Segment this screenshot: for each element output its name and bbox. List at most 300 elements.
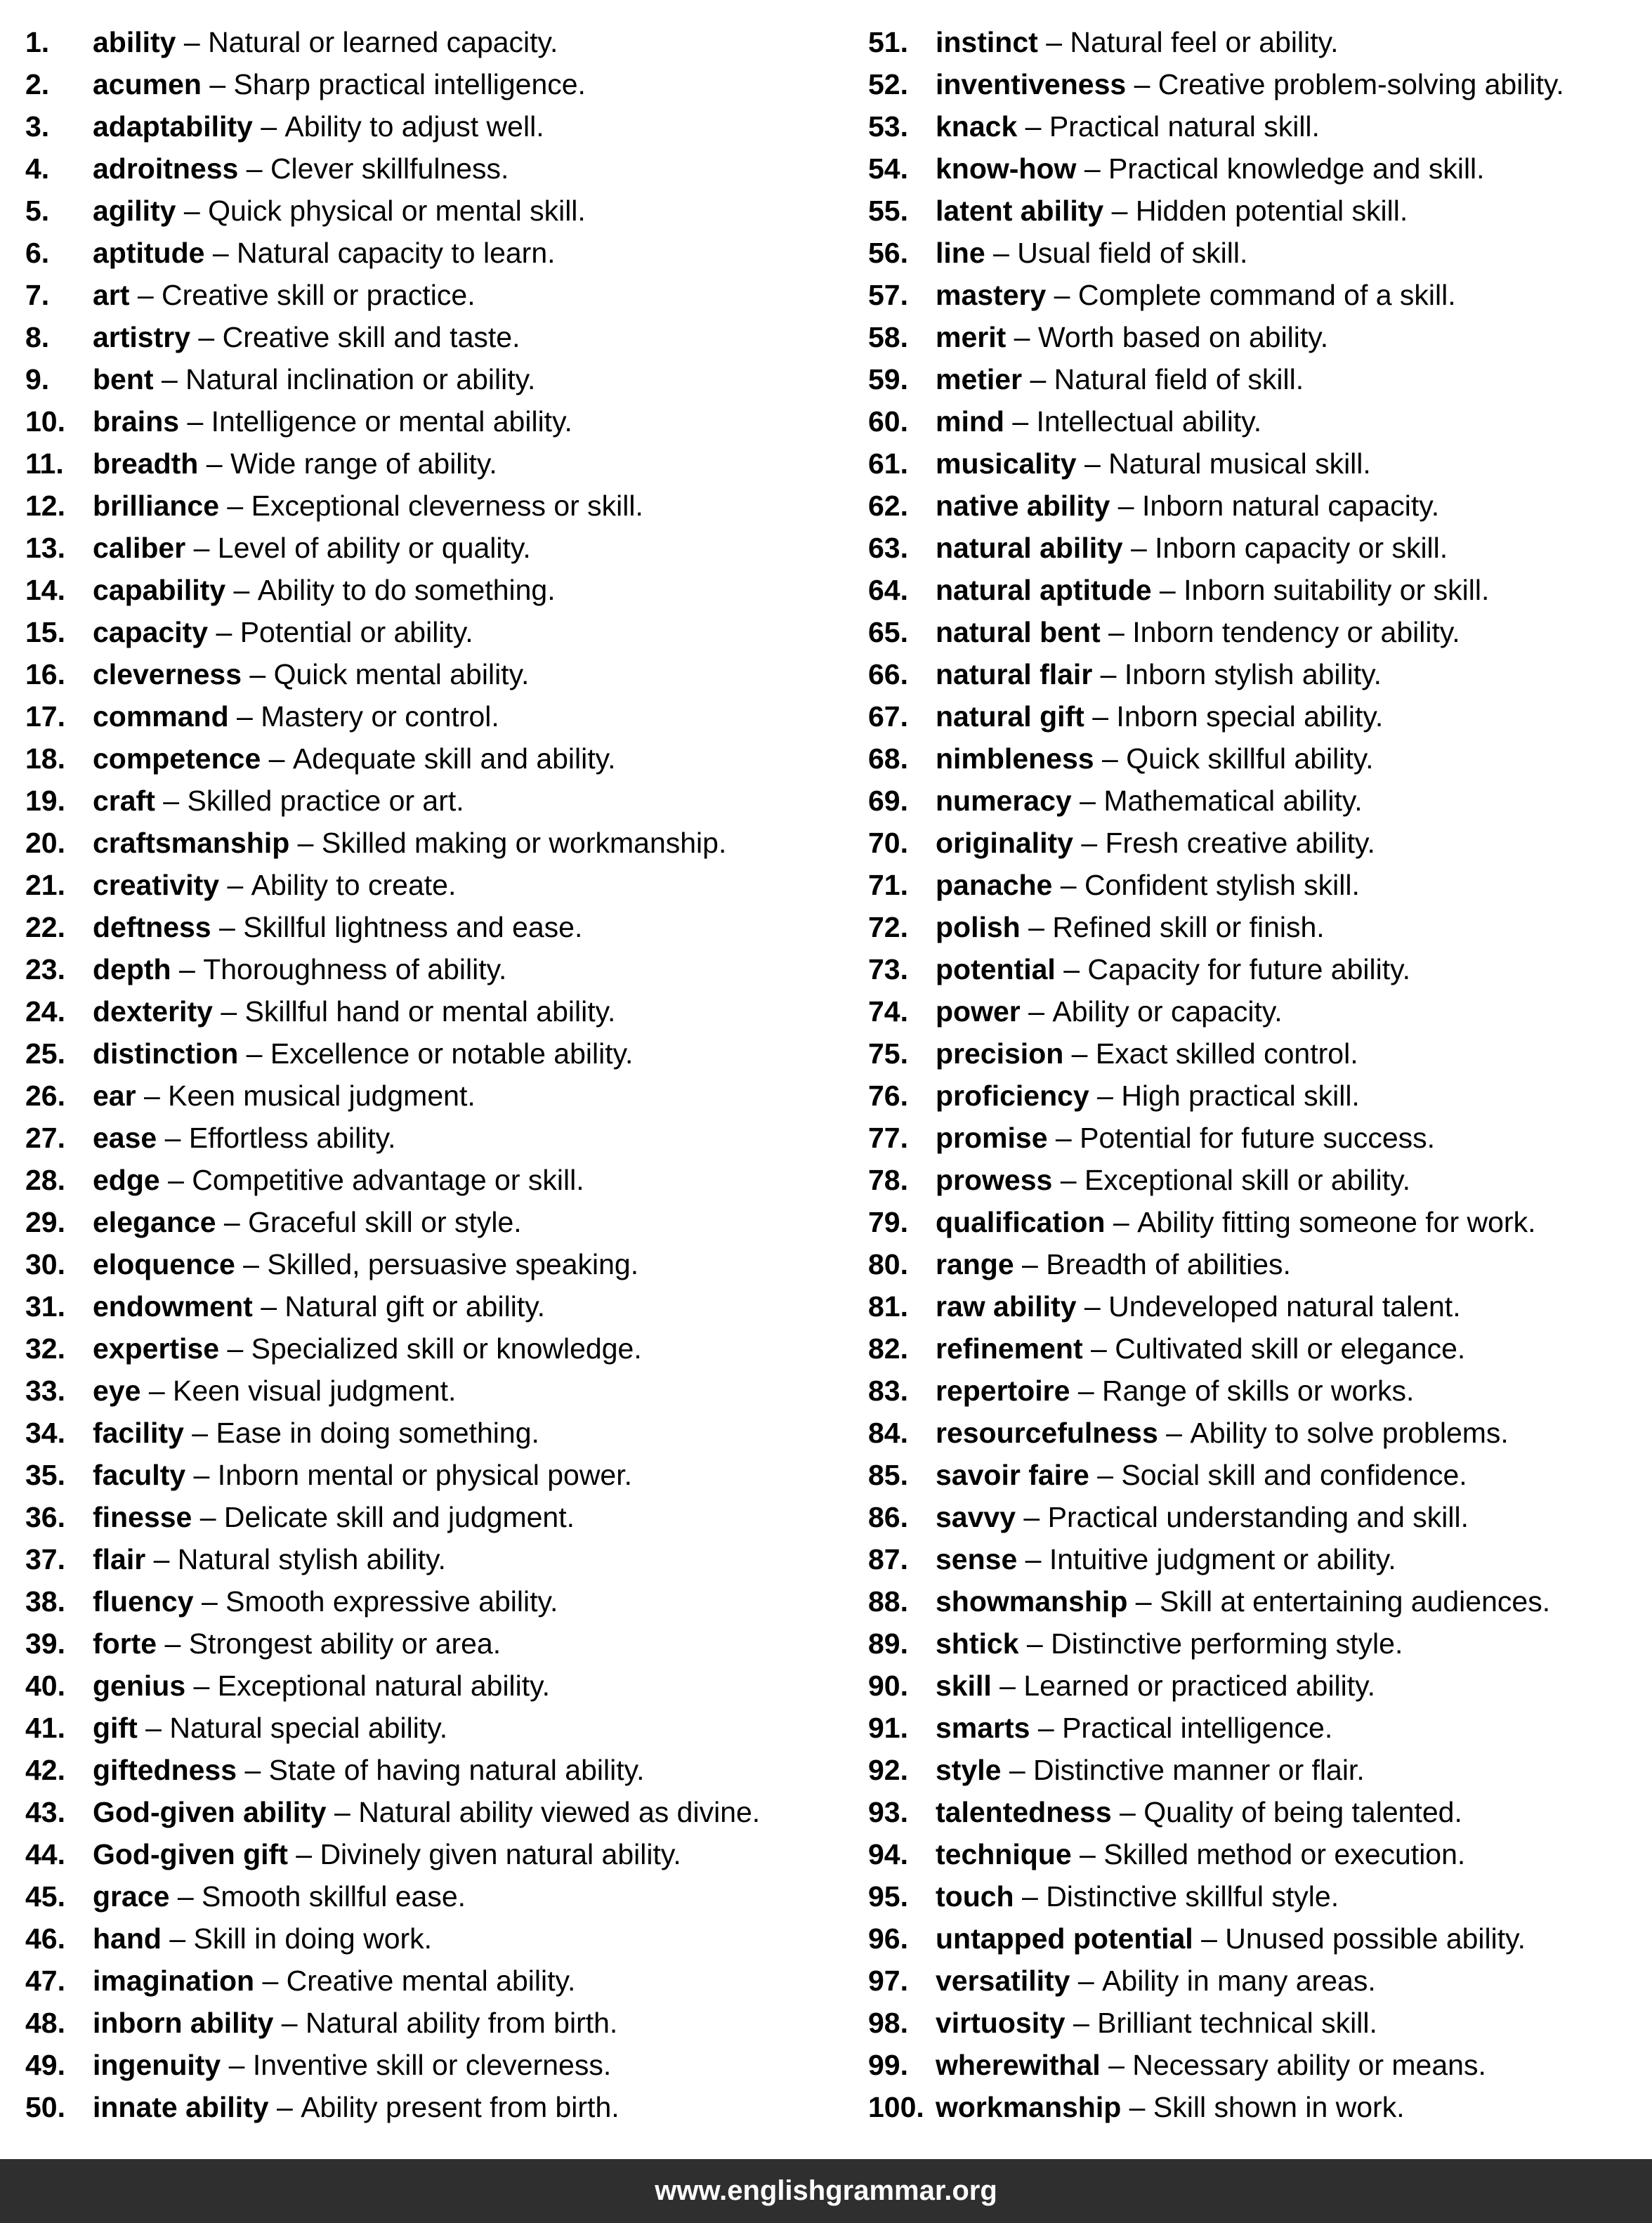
list-item bbox=[868, 2002, 1648, 2044]
item-definition: Effortless ability. bbox=[188, 1122, 396, 1154]
item-number: 18. bbox=[25, 742, 65, 775]
item-number: 28. bbox=[25, 1164, 65, 1196]
item-term: virtuosity bbox=[936, 2007, 1066, 2039]
item-number: 33. bbox=[25, 1375, 65, 1407]
item-definition: Cultivated skill or elegance. bbox=[1115, 1332, 1466, 1365]
item-separator: – bbox=[1122, 532, 1155, 564]
list-item bbox=[868, 1875, 1648, 1917]
item-term: shtick bbox=[936, 1627, 1019, 1660]
item-separator: – bbox=[1014, 1248, 1047, 1280]
item-number: 26. bbox=[25, 1080, 65, 1112]
item-separator: – bbox=[225, 574, 258, 606]
item-number: 19. bbox=[25, 785, 65, 817]
item-separator: – bbox=[212, 995, 245, 1028]
item-term: raw ability bbox=[936, 1290, 1077, 1323]
item-number: 51. bbox=[868, 26, 908, 58]
item-number: 85. bbox=[868, 1459, 908, 1491]
item-term: ease bbox=[93, 1122, 157, 1154]
item-separator: – bbox=[183, 1417, 216, 1449]
list-item bbox=[868, 1412, 1648, 1454]
item-term: latent ability bbox=[936, 195, 1104, 227]
item-term: inborn ability bbox=[93, 2007, 274, 2039]
list-item bbox=[25, 695, 854, 737]
item-number: 10. bbox=[25, 405, 65, 438]
list-item bbox=[25, 1201, 854, 1243]
item-definition: Mathematical ability. bbox=[1103, 785, 1363, 817]
list-item bbox=[25, 358, 854, 400]
item-separator: – bbox=[219, 869, 251, 901]
list-item bbox=[868, 1707, 1648, 1749]
list-item bbox=[25, 1580, 854, 1622]
item-separator: – bbox=[1151, 574, 1184, 606]
item-separator: – bbox=[289, 827, 322, 859]
item-term: panache bbox=[936, 869, 1053, 901]
item-separator: – bbox=[185, 1459, 218, 1491]
item-term: cleverness bbox=[93, 658, 242, 690]
item-separator: – bbox=[1004, 405, 1037, 438]
item-separator: – bbox=[287, 1838, 320, 1870]
item-definition: Range of skills or works. bbox=[1102, 1375, 1415, 1407]
item-term: natural aptitude bbox=[936, 574, 1152, 606]
item-definition: Creative mental ability. bbox=[286, 1965, 576, 1997]
item-term: artistry bbox=[93, 321, 191, 353]
item-definition: Keen musical judgment. bbox=[168, 1080, 476, 1112]
item-definition: Intuitive judgment or ability. bbox=[1049, 1543, 1396, 1575]
item-number: 20. bbox=[25, 827, 65, 859]
list-item bbox=[868, 1159, 1648, 1201]
item-number: 70. bbox=[868, 827, 908, 859]
item-term: resourcefulness bbox=[936, 1417, 1158, 1449]
item-number: 16. bbox=[25, 658, 65, 690]
item-term: savvy bbox=[936, 1501, 1016, 1533]
item-definition: Skill shown in work. bbox=[1153, 2091, 1405, 2123]
item-definition: Practical knowledge and skill. bbox=[1108, 152, 1485, 185]
item-definition: Quality of being talented. bbox=[1143, 1796, 1462, 1828]
item-definition: Creative skill or practice. bbox=[162, 279, 476, 311]
item-definition: Unused possible ability. bbox=[1225, 1922, 1526, 1955]
item-separator: – bbox=[1030, 1712, 1063, 1744]
list-item bbox=[25, 1875, 854, 1917]
list-item bbox=[868, 737, 1648, 780]
item-definition: Capacity for future ability. bbox=[1087, 953, 1410, 985]
list-item bbox=[868, 1580, 1648, 1622]
item-number: 45. bbox=[25, 1880, 65, 1913]
item-separator: – bbox=[252, 1290, 285, 1323]
item-definition: Inborn mental or physical power. bbox=[217, 1459, 633, 1491]
list-item bbox=[868, 1201, 1648, 1243]
item-separator: – bbox=[1110, 490, 1142, 522]
list-item bbox=[25, 1538, 854, 1580]
item-number: 61. bbox=[868, 447, 908, 480]
item-number: 48. bbox=[25, 2007, 65, 2039]
item-number: 44. bbox=[25, 1838, 65, 1870]
item-definition: Potential for future success. bbox=[1080, 1122, 1436, 1154]
item-number: 93. bbox=[868, 1796, 908, 1828]
item-definition: Distinctive skillful style. bbox=[1046, 1880, 1339, 1913]
item-number: 49. bbox=[25, 2049, 65, 2081]
item-separator: – bbox=[261, 742, 293, 775]
item-separator: – bbox=[1014, 1880, 1047, 1913]
list-item bbox=[868, 1032, 1648, 1075]
item-term: power bbox=[936, 995, 1021, 1028]
item-number: 47. bbox=[25, 1965, 65, 1997]
item-number: 90. bbox=[868, 1670, 908, 1702]
item-number: 35. bbox=[25, 1459, 65, 1491]
item-separator: – bbox=[242, 658, 274, 690]
item-term: endowment bbox=[93, 1290, 253, 1323]
item-separator: – bbox=[252, 110, 285, 143]
list-item bbox=[25, 1496, 854, 1538]
list-item bbox=[25, 274, 854, 316]
item-term: command bbox=[93, 700, 229, 733]
item-term: brains bbox=[93, 405, 180, 438]
item-separator: – bbox=[1070, 1375, 1103, 1407]
item-term: refinement bbox=[936, 1332, 1083, 1365]
list-item bbox=[868, 695, 1648, 737]
item-term: prowess bbox=[936, 1164, 1053, 1196]
item-separator: – bbox=[1076, 152, 1109, 185]
item-term: metier bbox=[936, 363, 1023, 395]
list-item bbox=[25, 1032, 854, 1075]
item-definition: Ease in doing something. bbox=[216, 1417, 539, 1449]
list-item bbox=[25, 1665, 854, 1707]
item-separator: – bbox=[176, 195, 209, 227]
item-number: 23. bbox=[25, 953, 65, 985]
item-separator: – bbox=[237, 1754, 269, 1786]
item-term: repertoire bbox=[936, 1375, 1070, 1407]
item-separator: – bbox=[1063, 1037, 1096, 1070]
item-separator: – bbox=[1105, 1206, 1138, 1238]
list-item bbox=[25, 63, 854, 105]
item-definition: Breadth of abilities. bbox=[1046, 1248, 1291, 1280]
item-definition: Necessary ability or means. bbox=[1132, 2049, 1486, 2081]
item-separator: – bbox=[1076, 1290, 1109, 1323]
item-term: instinct bbox=[936, 26, 1038, 58]
footer-bar bbox=[0, 2159, 1652, 2223]
item-term: agility bbox=[93, 195, 176, 227]
item-term: natural bent bbox=[936, 616, 1101, 648]
list-item bbox=[25, 2002, 854, 2044]
item-number: 82. bbox=[868, 1332, 908, 1365]
item-definition: Inborn capacity or skill. bbox=[1155, 532, 1448, 564]
item-separator: – bbox=[185, 532, 218, 564]
item-term: smarts bbox=[936, 1712, 1030, 1744]
item-term: forte bbox=[93, 1627, 157, 1660]
list-item bbox=[25, 1833, 854, 1875]
item-definition: Natural special ability. bbox=[169, 1712, 448, 1744]
item-term: finesse bbox=[93, 1501, 192, 1533]
list-item bbox=[868, 906, 1648, 948]
item-definition: State of having natural ability. bbox=[268, 1754, 645, 1786]
item-number: 7. bbox=[25, 279, 50, 311]
item-definition: Quick skillful ability. bbox=[1126, 742, 1374, 775]
list-item bbox=[868, 485, 1648, 527]
item-definition: Ability to create. bbox=[251, 869, 457, 901]
item-number: 79. bbox=[868, 1206, 908, 1238]
item-number: 77. bbox=[868, 1122, 908, 1154]
item-term: adroitness bbox=[93, 152, 239, 185]
item-term: natural ability bbox=[936, 532, 1123, 564]
item-definition: Level of ability or quality. bbox=[217, 532, 531, 564]
list-item bbox=[868, 1791, 1648, 1833]
item-definition: Worth based on ability. bbox=[1037, 321, 1329, 353]
item-definition: Inventive skill or cleverness. bbox=[252, 2049, 612, 2081]
item-term: craftsmanship bbox=[93, 827, 290, 859]
item-term: technique bbox=[936, 1838, 1072, 1870]
item-term: ability bbox=[93, 26, 176, 58]
item-separator: – bbox=[137, 1712, 170, 1744]
item-term: brilliance bbox=[93, 490, 220, 522]
item-separator: – bbox=[1089, 1459, 1122, 1491]
item-number: 22. bbox=[25, 911, 65, 943]
list-item bbox=[25, 653, 854, 695]
item-term: proficiency bbox=[936, 1080, 1089, 1112]
item-number: 72. bbox=[868, 911, 908, 943]
item-number: 92. bbox=[868, 1754, 908, 1786]
item-separator: – bbox=[1071, 1838, 1104, 1870]
list-item bbox=[868, 1749, 1648, 1791]
item-definition: Natural or learned capacity. bbox=[208, 26, 558, 58]
item-separator: – bbox=[991, 1670, 1024, 1702]
item-definition: Ability to solve problems. bbox=[1190, 1417, 1509, 1449]
item-separator: – bbox=[198, 447, 230, 480]
item-number: 34. bbox=[25, 1417, 65, 1449]
item-number: 89. bbox=[868, 1627, 908, 1660]
list-item bbox=[868, 2044, 1648, 2086]
item-definition: Hidden potential skill. bbox=[1135, 195, 1408, 227]
list-item bbox=[25, 822, 854, 864]
item-separator: – bbox=[193, 1585, 226, 1618]
item-definition: Exceptional natural ability. bbox=[217, 1670, 551, 1702]
item-term: God-given gift bbox=[93, 1838, 288, 1870]
item-number: 78. bbox=[868, 1164, 908, 1196]
item-definition: Natural field of skill. bbox=[1054, 363, 1304, 395]
item-number: 5. bbox=[25, 195, 50, 227]
item-number: 80. bbox=[868, 1248, 908, 1280]
list-item bbox=[868, 1496, 1648, 1538]
item-term: craft bbox=[93, 785, 155, 817]
item-number: 27. bbox=[25, 1122, 65, 1154]
list-item bbox=[868, 1075, 1648, 1117]
item-number: 29. bbox=[25, 1206, 65, 1238]
item-definition: Refined skill or finish. bbox=[1052, 911, 1325, 943]
item-number: 46. bbox=[25, 1922, 65, 1955]
item-term: natural gift bbox=[936, 700, 1084, 733]
item-term: elegance bbox=[93, 1206, 216, 1238]
item-term: grace bbox=[93, 1880, 170, 1913]
item-number: 42. bbox=[25, 1754, 65, 1786]
item-definition: Natural stylish ability. bbox=[177, 1543, 446, 1575]
item-term: line bbox=[936, 237, 985, 269]
item-separator: – bbox=[1022, 363, 1054, 395]
list-item bbox=[868, 569, 1648, 611]
item-term: sense bbox=[936, 1543, 1018, 1575]
item-number: 36. bbox=[25, 1501, 65, 1533]
item-number: 32. bbox=[25, 1332, 65, 1365]
item-separator: – bbox=[140, 1375, 173, 1407]
item-separator: – bbox=[219, 1332, 251, 1365]
list-item bbox=[868, 780, 1648, 822]
item-definition: Ability present from birth. bbox=[301, 2091, 620, 2123]
item-number: 95. bbox=[868, 1880, 908, 1913]
item-separator: – bbox=[228, 700, 261, 733]
item-definition: Natural musical skill. bbox=[1108, 447, 1371, 480]
item-term: mind bbox=[936, 405, 1004, 438]
item-definition: Natural gift or ability. bbox=[284, 1290, 546, 1323]
list-item bbox=[868, 1622, 1648, 1665]
item-term: promise bbox=[936, 1122, 1048, 1154]
list-item bbox=[868, 442, 1648, 485]
list-item bbox=[25, 442, 854, 485]
item-definition: Brilliant technical skill. bbox=[1097, 2007, 1377, 2039]
item-separator: – bbox=[1100, 616, 1133, 648]
item-number: 63. bbox=[868, 532, 908, 564]
item-separator: – bbox=[1070, 1965, 1103, 1997]
item-number: 96. bbox=[868, 1922, 908, 1955]
item-number: 25. bbox=[25, 1037, 65, 1070]
item-definition: Thoroughness of ability. bbox=[203, 953, 507, 985]
list-item bbox=[25, 485, 854, 527]
item-term: workmanship bbox=[936, 2091, 1122, 2123]
item-number: 71. bbox=[868, 869, 908, 901]
item-term: giftedness bbox=[93, 1754, 237, 1786]
item-number: 55. bbox=[868, 195, 908, 227]
item-number: 41. bbox=[25, 1712, 65, 1744]
item-term: touch bbox=[936, 1880, 1014, 1913]
list-item bbox=[25, 948, 854, 990]
list-item bbox=[25, 1285, 854, 1327]
item-number: 74. bbox=[868, 995, 908, 1028]
item-number: 62. bbox=[868, 490, 908, 522]
item-number: 86. bbox=[868, 1501, 908, 1533]
item-definition: Quick mental ability. bbox=[273, 658, 530, 690]
item-definition: Keen visual judgment. bbox=[173, 1375, 457, 1407]
item-separator: – bbox=[208, 616, 240, 648]
list-item bbox=[868, 527, 1648, 569]
item-separator: – bbox=[1127, 1585, 1160, 1618]
item-term: mastery bbox=[936, 279, 1047, 311]
item-number: 100. bbox=[868, 2091, 924, 2123]
item-term: eye bbox=[93, 1375, 141, 1407]
list-item bbox=[25, 105, 854, 147]
item-separator: – bbox=[1020, 911, 1053, 943]
item-number: 76. bbox=[868, 1080, 908, 1112]
item-number: 98. bbox=[868, 2007, 908, 2039]
list-item bbox=[868, 358, 1648, 400]
item-definition: Complete command of a skill. bbox=[1077, 279, 1456, 311]
list-item bbox=[868, 190, 1648, 232]
item-separator: – bbox=[169, 1880, 202, 1913]
item-term: competence bbox=[93, 742, 261, 775]
item-definition: Distinctive performing style. bbox=[1051, 1627, 1403, 1660]
item-number: 39. bbox=[25, 1627, 65, 1660]
list-item bbox=[25, 400, 854, 442]
item-number: 94. bbox=[868, 1838, 908, 1870]
item-definition: Divinely given natural ability. bbox=[320, 1838, 681, 1870]
item-number: 73. bbox=[868, 953, 908, 985]
item-term: ear bbox=[93, 1080, 136, 1112]
item-separator: – bbox=[161, 1922, 194, 1955]
item-definition: Ability to do something. bbox=[257, 574, 556, 606]
item-number: 68. bbox=[868, 742, 908, 775]
item-separator: – bbox=[211, 911, 244, 943]
list-item bbox=[25, 906, 854, 948]
item-separator: – bbox=[185, 1670, 218, 1702]
list-item bbox=[868, 274, 1648, 316]
item-separator: – bbox=[1094, 742, 1127, 775]
item-separator: – bbox=[1193, 1922, 1226, 1955]
item-number: 64. bbox=[868, 574, 908, 606]
item-number: 60. bbox=[868, 405, 908, 438]
item-definition: Graceful skill or style. bbox=[248, 1206, 522, 1238]
list-item bbox=[25, 1749, 854, 1791]
item-definition: Intelligence or mental ability. bbox=[211, 405, 572, 438]
item-term: expertise bbox=[93, 1332, 220, 1365]
item-separator: – bbox=[157, 1627, 189, 1660]
item-number: 54. bbox=[868, 152, 908, 185]
item-definition: Natural capacity to learn. bbox=[237, 237, 556, 269]
list-item bbox=[25, 190, 854, 232]
item-number: 8. bbox=[25, 321, 50, 353]
item-term: creativity bbox=[93, 869, 220, 901]
list-item bbox=[868, 1833, 1648, 1875]
item-separator: – bbox=[326, 1796, 359, 1828]
item-number: 97. bbox=[868, 1965, 908, 1997]
list-item bbox=[868, 1538, 1648, 1580]
item-definition: Wide range of ability. bbox=[230, 447, 497, 480]
item-separator: – bbox=[1065, 2007, 1098, 2039]
list-item bbox=[868, 105, 1648, 147]
item-definition: Exceptional skill or ability. bbox=[1084, 1164, 1411, 1196]
item-definition: Skill at entertaining audiences. bbox=[1159, 1585, 1551, 1618]
list-item bbox=[25, 1622, 854, 1665]
item-definition: Undeveloped natural talent. bbox=[1108, 1290, 1461, 1323]
list-item bbox=[25, 1117, 854, 1159]
item-definition: Clever skillfulness. bbox=[270, 152, 509, 185]
item-term: capability bbox=[93, 574, 226, 606]
item-separator: – bbox=[157, 1122, 189, 1154]
item-number: 56. bbox=[868, 237, 908, 269]
item-definition: Fresh creative ability. bbox=[1105, 827, 1375, 859]
footer-website-url: www.englishgrammar.org bbox=[655, 2175, 997, 2206]
item-definition: Natural inclination or ability. bbox=[185, 363, 536, 395]
item-definition: Inborn stylish ability. bbox=[1124, 658, 1382, 690]
list-item bbox=[868, 63, 1648, 105]
item-definition: Skillful lightness and ease. bbox=[243, 911, 583, 943]
item-term: genius bbox=[93, 1670, 186, 1702]
item-separator: – bbox=[1071, 785, 1104, 817]
item-definition: Intellectual ability. bbox=[1036, 405, 1262, 438]
item-term: savoir faire bbox=[936, 1459, 1089, 1491]
item-number: 50. bbox=[25, 2091, 65, 2123]
list-item bbox=[25, 780, 854, 822]
item-definition: Usual field of skill. bbox=[1017, 237, 1248, 269]
item-definition: Distinctive manner or flair. bbox=[1033, 1754, 1365, 1786]
item-term: range bbox=[936, 1248, 1014, 1280]
item-term: wherewithal bbox=[936, 2049, 1101, 2081]
item-term: originality bbox=[936, 827, 1073, 859]
item-separator: – bbox=[155, 785, 188, 817]
list-item bbox=[868, 948, 1648, 990]
item-definition: Practical natural skill. bbox=[1049, 110, 1320, 143]
list-item bbox=[868, 1327, 1648, 1370]
item-separator: – bbox=[201, 68, 234, 100]
item-number: 43. bbox=[25, 1796, 65, 1828]
list-item bbox=[868, 1960, 1648, 2002]
item-number: 91. bbox=[868, 1712, 908, 1744]
item-separator: – bbox=[190, 321, 223, 353]
item-definition: Delicate skill and judgment. bbox=[223, 1501, 575, 1533]
